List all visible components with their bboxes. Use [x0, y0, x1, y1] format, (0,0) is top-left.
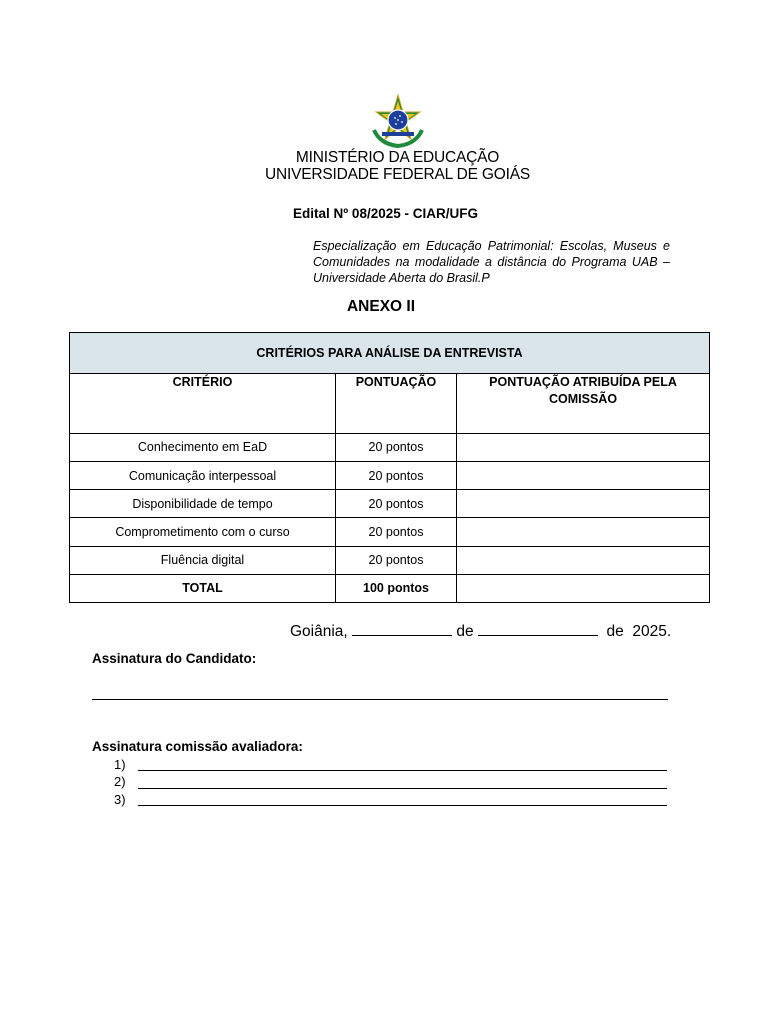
- criterion-cell: Disponibilidade de tempo: [70, 490, 336, 518]
- brazil-coat-of-arms-icon: [368, 94, 428, 148]
- edital-number: Edital Nº 08/2025 - CIAR/UFG: [293, 206, 478, 221]
- criterion-cell: Comunicação interpessoal: [70, 461, 336, 489]
- university-name: UNIVERSIDADE FEDERAL DE GOIÁS: [265, 166, 530, 183]
- criterion-cell: Comprometimento com o curso: [70, 518, 336, 546]
- city-label: Goiânia,: [290, 623, 348, 640]
- de-label-2: de: [606, 623, 624, 640]
- committee-signature-line-2[interactable]: [138, 788, 667, 789]
- score-cell: 20 pontos: [336, 546, 457, 574]
- score-cell: 20 pontos: [336, 490, 457, 518]
- annex-title: ANEXO II: [346, 298, 416, 315]
- assigned-score-cell: [457, 433, 710, 461]
- total-score: 100 pontos: [336, 574, 457, 602]
- committee-number-1: 1): [114, 757, 126, 772]
- de-label-1: de: [456, 623, 474, 640]
- date-line: [290, 621, 671, 641]
- score-cell: 20 pontos: [336, 518, 457, 546]
- committee-signature-line-1[interactable]: [138, 770, 667, 771]
- assigned-score-cell: [457, 490, 710, 518]
- table-row: [70, 461, 710, 489]
- column-header-score: PONTUAÇÃO: [336, 374, 457, 433]
- year-label: 2025.: [632, 623, 672, 640]
- criteria-table: [69, 332, 710, 603]
- candidate-signature-line[interactable]: [92, 699, 668, 700]
- column-header-criterion: CRITÉRIO: [70, 374, 336, 433]
- course-description: Especialização em Educação Patrimonial: Escolas, Museus e Comunidades na modalidade a distância do Programa UAB – Universidade Aberta do Brasil.P: [313, 239, 670, 285]
- score-cell: 20 pontos: [336, 433, 457, 461]
- committee-number-2: 2): [114, 774, 126, 789]
- committee-signature-line-3[interactable]: [138, 805, 667, 806]
- total-label: TOTAL: [70, 574, 336, 602]
- table-title: CRITÉRIOS PARA ANÁLISE DA ENTREVISTA: [70, 333, 710, 374]
- assigned-score-cell: [457, 546, 710, 574]
- table-row: [70, 490, 710, 518]
- total-assigned-score: [457, 574, 710, 602]
- table-row: [70, 518, 710, 546]
- committee-signature-label: Assinatura comissão avaliadora:: [92, 739, 303, 754]
- day-blank[interactable]: [352, 621, 452, 636]
- ministry-name: MINISTÉRIO DA EDUCAÇÃO: [295, 149, 500, 166]
- criterion-cell: Fluência digital: [70, 546, 336, 574]
- month-blank[interactable]: [478, 621, 598, 636]
- score-cell: 20 pontos: [336, 461, 457, 489]
- total-row: [70, 574, 710, 602]
- assigned-score-cell: [457, 461, 710, 489]
- assigned-score-cell: [457, 518, 710, 546]
- table-row: [70, 546, 710, 574]
- candidate-signature-label: Assinatura do Candidato:: [92, 651, 257, 666]
- committee-number-3: 3): [114, 792, 126, 807]
- table-row: [70, 433, 710, 461]
- criterion-cell: Conhecimento em EaD: [70, 433, 336, 461]
- column-header-assigned-score: PONTUAÇÃO ATRIBUÍDA PELA COMISSÃO: [457, 374, 710, 433]
